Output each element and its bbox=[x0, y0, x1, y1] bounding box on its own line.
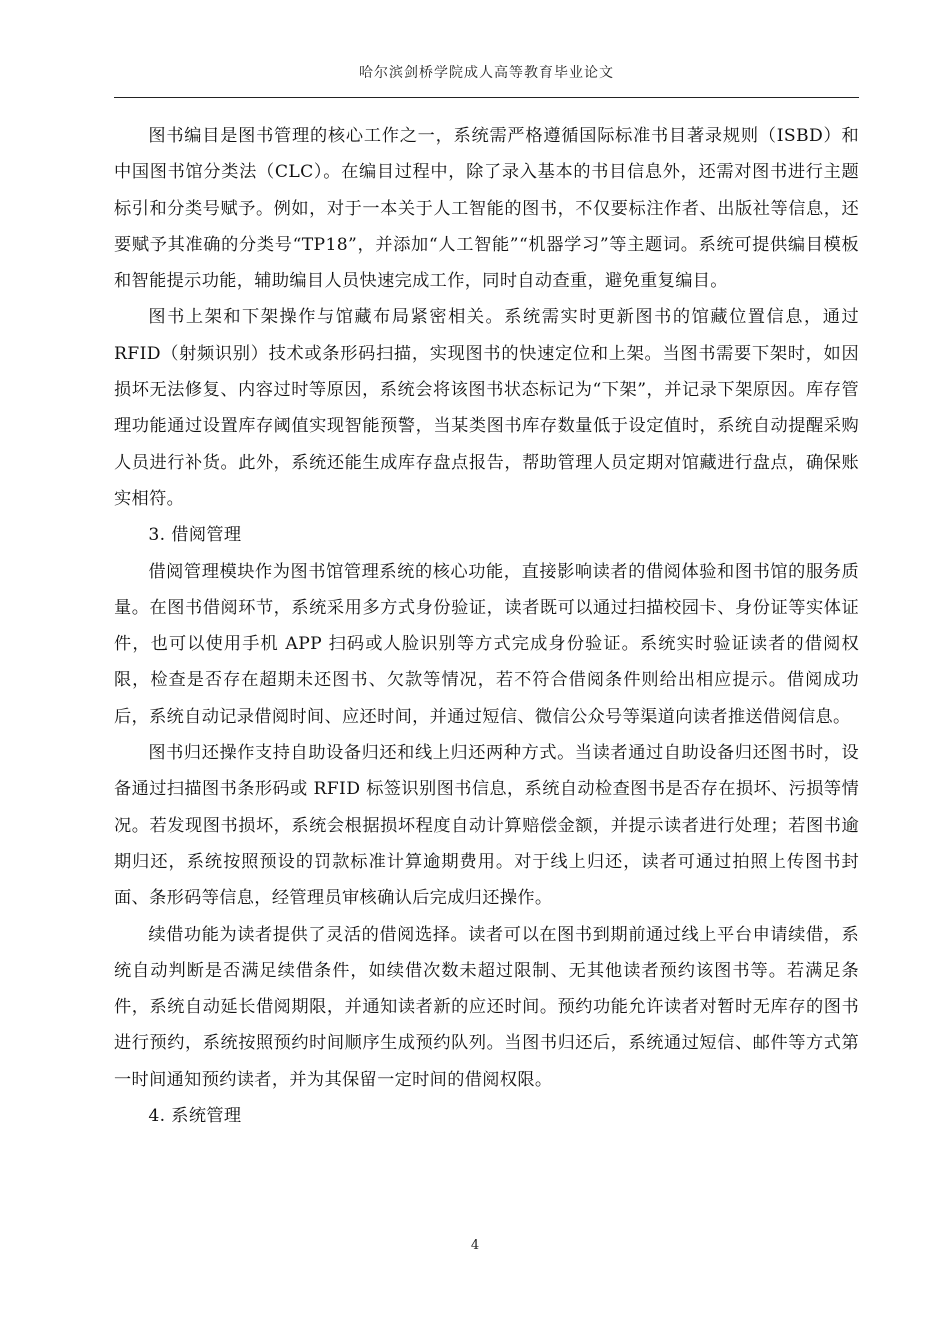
page-body bbox=[114, 118, 859, 1134]
paragraph-borrowing: 借阅管理模块作为图书馆管理系统的核心功能，直接影响读者的借阅体验和图书馆的服务质量。在图书借阅环节，系统采用多方式身份验证，读者既可以通过扫描校园卡、身份证等实体证件，也可以使用手机 APP 扫码或人脸识别等方式完成身份验证。系统实时验证读者的借阅权限，检查是否存在超期未还图书、欠款等情况，若不符合借阅条件则给出相应提示。借阅成功后，系统自动记录借阅时间、应还时间，并通过短信、微信公众号等渠道向读者推送借阅信息。 bbox=[114, 561, 859, 727]
running-header: 哈尔滨剑桥学院成人高等教育毕业论文 bbox=[359, 65, 614, 81]
header-divider bbox=[114, 97, 859, 98]
section-heading-system-management: 4. 系统管理 bbox=[148, 1106, 242, 1127]
paragraph-cataloging: 图书编目是图书管理的核心工作之一，系统需严格遵循国际标准书目著录规则（ISBD）和中国图书馆分类法（CLC）。在编目过程中，除了录入基本的书目信息外，还需对图书进行主题标引和分类号赋予。例如，对于一本关于人工智能的图书，不仅要标注作者、出版社等信息，还要赋予其准确的分类号“TP18”，并添加“人工智能”“机器学习”等主题词。系统可提供编目模板和智能提示功能，辅助编目人员快速完成工作，同时自动查重，避免重复编目。 bbox=[114, 126, 859, 292]
page-number: 4 bbox=[470, 1238, 480, 1253]
section-heading-circulation: 3. 借阅管理 bbox=[148, 525, 242, 546]
paragraph-renewal-reservation: 续借功能为读者提供了灵活的借阅选择。读者可以在图书到期前通过线上平台申请续借，系统自动判断是否满足续借条件，如续借次数未超过限制、无其他读者预约该图书等。若满足条件，系统自动延长借阅期限，并通知读者新的应还时间。预约功能允许读者对暂时无库存的图书进行预约，系统按照预约时间顺序生成预约队列。当图书归还后，系统通过短信、邮件等方式第一时间通知预约读者，并为其保留一定时间的借阅权限。 bbox=[114, 924, 859, 1090]
paragraph-returning: 图书归还操作支持自助设备归还和线上归还两种方式。当读者通过自助设备归还图书时，设备通过扫描图书条形码或 RFID 标签识别图书信息，系统自动检查图书是否存在损坏、污损等情况。若发现图书损坏，系统会根据损坏程度自动计算赔偿金额，并提示读者进行处理；若图书逾期归还，系统按照预设的罚款标准计算逾期费用。对于线上归还，读者可通过拍照上传图书封面、条形码等信息，经管理员审核确认后完成归还操作。 bbox=[114, 743, 859, 909]
paragraph-shelving-inventory: 图书上架和下架操作与馆藏布局紧密相关。系统需实时更新图书的馆藏位置信息，通过 RFID（射频识别）技术或条形码扫描，实现图书的快速定位和上架。当图书需要下架时，如因损坏无法修复、内容过时等原因，系统会将该图书状态标记为“下架”，并记录下架原因。库存管理功能通过设置库存阈值实现智能预警，当某类图书库存数量低于设定值时，系统自动提醒采购人员进行补货。此外，系统还能生成库存盘点报告，帮助管理人员定期对馆藏进行盘点，确保账实相符。 bbox=[114, 307, 859, 509]
